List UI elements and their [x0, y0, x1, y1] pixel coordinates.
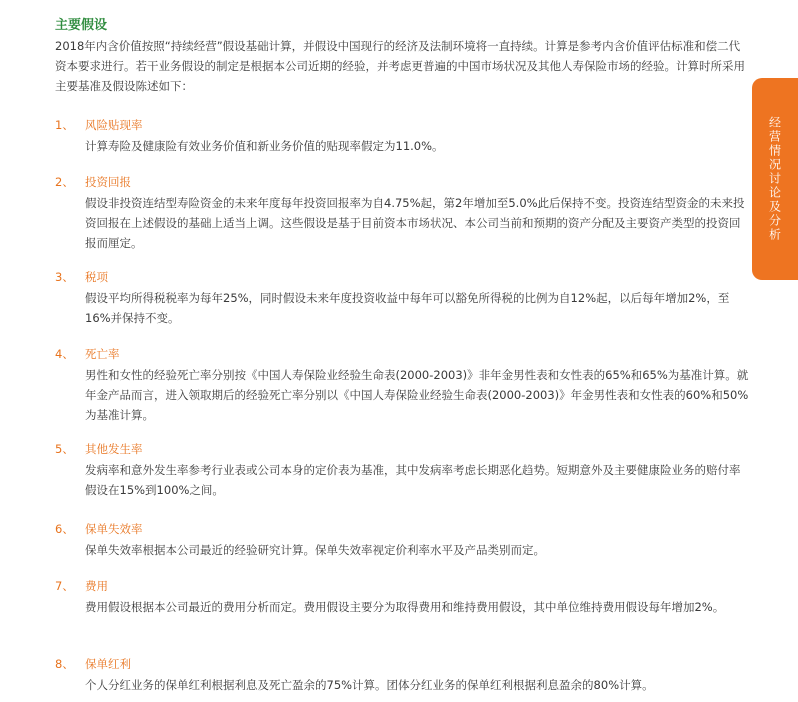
side-tab-label: 经营情况讨论及分析 [767, 116, 782, 242]
item-title: 其他发生率 [85, 442, 143, 456]
item-body: 假设非投资连结型寿险资金的未来年度每年投资回报率为自4.75%起，第2年增加至5.0%此后保持不变。投资连结型资金的未来投资回报在上述假设的基础上适当上调。这些假设是基于目前资本市场状况、本公司当前和预期的资产分配及主要资产类型的投资回报而厘定。 [85, 196, 745, 250]
section-title: 主要假设 [55, 18, 108, 33]
intro-paragraph: 2018年内含价值按照“持续经营”假设基础计算，并假设中国现行的经济及法制环境将一直持续。计算是参考内含价值评估标准和偿二代资本要求进行。若干业务假设的制定是根据本公司近期的经验，并考虑更普遍的中国市场状况及其他人寿保险市场的经验。计算时所采用主要基准及假设陈述如下： [55, 39, 745, 93]
item-title: 费用 [85, 579, 108, 593]
item-body: 计算寿险及健康险有效业务价值和新业务价值的贴现率假定为11.0%。 [85, 139, 444, 153]
assumption-item-1 [55, 116, 750, 156]
item-title: 保单失效率 [85, 522, 143, 536]
item-number: 6、 [55, 522, 74, 536]
assumption-item-7 [55, 577, 750, 617]
item-title: 保单红利 [85, 657, 131, 671]
item-title: 死亡率 [85, 347, 120, 361]
item-body: 个人分红业务的保单红利根据利息及死亡盈余的75%计算。团体分红业务的保单红利根据利息盈余的80%计算。 [85, 678, 654, 692]
item-number: 1、 [55, 118, 74, 132]
item-number: 2、 [55, 175, 74, 189]
item-title: 投资回报 [85, 175, 131, 189]
item-body: 假设平均所得税税率为每年25%，同时假设未来年度投资收益中每年可以豁免所得税的比例为自12%起，以后每年增加2%，至16%并保持不变。 [85, 291, 730, 325]
assumption-item-6 [55, 520, 750, 560]
item-body: 发病率和意外发生率参考行业表或公司本身的定价表为基准，其中发病率考虑长期恶化趋势。短期意外及主要健康险业务的赔付率假设在15%到100%之间。 [85, 463, 741, 497]
assumption-item-3 [55, 268, 750, 328]
item-body: 保单失效率根据本公司最近的经验研究计算。保单失效率视定价利率水平及产品类别而定。 [85, 543, 545, 557]
item-number: 3、 [55, 270, 74, 284]
assumption-item-8 [55, 655, 750, 695]
item-title: 风险贴现率 [85, 118, 143, 132]
item-body: 男性和女性的经验死亡率分别按《中国人寿保险业经验生命表(2000-2003)》非年金男性表和女性表的65%和65%为基准计算。就年金产品而言，进入领取期后的经验死亡率分别以《中国人寿保险业经验生命表(2000-2003)》年金男性表和女性表的60%和50%为基准计算。 [85, 368, 749, 422]
item-body: 费用假设根据本公司最近的费用分析而定。费用假设主要分为取得费用和维持费用假设，其中单位维持费用假设每年增加2%。 [85, 600, 725, 614]
item-number: 5、 [55, 442, 74, 456]
item-title: 税项 [85, 270, 108, 284]
item-number: 7、 [55, 579, 74, 593]
item-number: 4、 [55, 347, 74, 361]
assumption-item-5 [55, 440, 750, 500]
section-side-tab[interactable] [752, 78, 798, 280]
assumption-item-4 [55, 345, 750, 425]
item-number: 8、 [55, 657, 74, 671]
assumption-item-2 [55, 173, 750, 253]
